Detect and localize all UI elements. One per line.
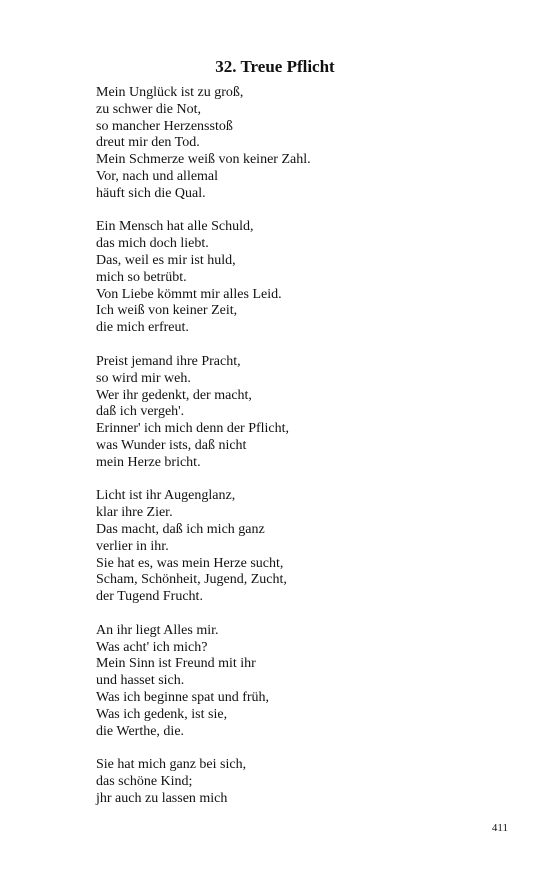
poem-line: Ich weiß von keiner Zeit, [96, 303, 238, 319]
poem-line: zu schwer die Not, [96, 101, 201, 117]
poem-line: Sie hat mich ganz bei sich, [96, 757, 247, 773]
poem-line: die mich erfreut. [96, 320, 189, 336]
poem-line: Was acht' ich mich? [96, 639, 208, 655]
poem-line: und hasset sich. [96, 673, 185, 689]
poem-line: Ein Mensch hat alle Schuld, [96, 219, 254, 235]
poem-line: dreut mir den Tod. [96, 135, 200, 151]
poem-line: daß ich vergeh'. [96, 404, 185, 420]
poem-line: häuft sich die Qual. [96, 185, 206, 201]
poem-line: Sie hat es, was mein Herze sucht, [96, 555, 284, 571]
poem-line: so mancher Herzensstoß [96, 118, 233, 134]
stanza [96, 354, 496, 472]
stanza [96, 488, 496, 606]
poem-line: was Wunder ists, daß nicht [96, 437, 247, 453]
poem-line: der Tugend Frucht. [96, 589, 203, 605]
stanza [96, 623, 496, 741]
stanza [96, 85, 496, 203]
poem-line: jhr auch zu lassen mich [96, 790, 228, 806]
poem-line: Mein Schmerze weiß von keiner Zahl. [96, 152, 311, 168]
poem-title: 32. Treue Pflicht [215, 57, 335, 76]
poem-body [96, 85, 496, 825]
poem-line: die Werthe, die. [96, 723, 185, 739]
poem-line: Erinner' ich mich denn der Pflicht, [96, 421, 290, 437]
poem-line: Von Liebe kömmt mir alles Leid. [96, 286, 282, 302]
stanza [96, 757, 496, 807]
poem-line: Das macht, daß ich mich ganz [96, 522, 265, 537]
page-number: 411 [491, 822, 508, 834]
poem-line: Mein Unglück ist zu groß, [96, 85, 244, 100]
poem-line: das schöne Kind; [96, 774, 193, 790]
poem-line: Licht ist ihr Augenglanz, [96, 488, 236, 504]
poem-line: An ihr liegt Alles mir. [96, 622, 219, 638]
poem-line: mich so betrübt. [96, 269, 187, 285]
poem-line: das mich doch liebt. [96, 236, 209, 252]
poem-line: Das, weil es mir ist huld, [96, 253, 236, 269]
poem-line: Wer ihr gedenkt, der macht, [96, 387, 252, 403]
poem-line: Was ich beginne spat und früh, [96, 690, 270, 706]
poem-line: klar ihre Zier. [96, 505, 173, 521]
poem-line: Mein Sinn ist Freund mit ihr [96, 656, 256, 672]
poem-line: mein Herze bricht. [96, 454, 201, 470]
poem-line: Was ich gedenk, ist sie, [96, 706, 228, 722]
poem-line: so wird mir weh. [96, 370, 191, 386]
poem-line: Vor, nach und allemal [96, 168, 219, 184]
poem-line: Scham, Schönheit, Jugend, Zucht, [96, 572, 287, 588]
stanza [96, 219, 496, 337]
poem-line: Preist jemand ihre Pracht, [96, 353, 241, 369]
poem-line: verlier in ihr. [96, 538, 169, 554]
